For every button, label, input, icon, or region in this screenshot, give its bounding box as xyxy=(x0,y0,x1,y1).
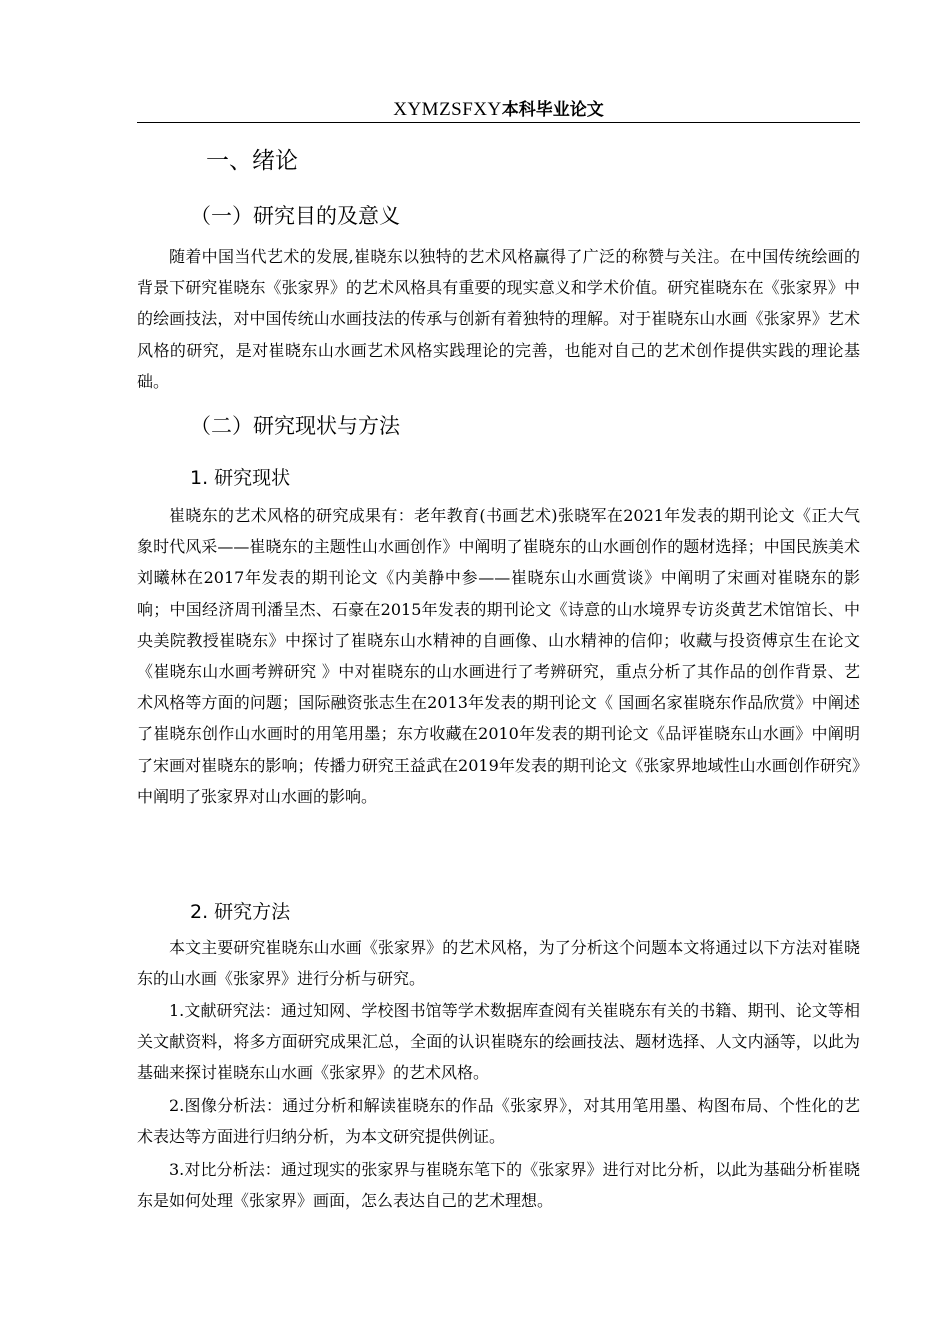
research-status-paragraph: 崔晓东的艺术风格的研究成果有：老年教育(书画艺术)张晓军在2021年发表的期刊论文《正大气象时代风采——崔晓东的主题性山水画创作》中阐明了崔晓东的山水画创作的题材选择；中国民族美术刘曦林在2017年发表的期刊论文《内美静中参——崔晓东山水画赏谈》中阐明了宋画对崔晓东的影响；中国经济周刊潘呈杰、石豪在2015年发表的期刊论文《诗意的山水境界专访炎黄艺术馆馆长、中央美院教授崔晓东》中探讨了崔晓东山水精神的自画像、山水精神的信仰；收藏与投资傅京生在论文《崔晓东山水画考辨研究 》中对崔晓东的山水画进行了考辨研究，重点分析了其作品的创作背景、艺术风格等方面的问题；国际融资张志生在2013年发表的期刊论文《 国画名家崔晓东作品欣赏》中阐述了崔晓东创作山水画时的用笔用墨；东方收藏在2010年发表的期刊论文《品评崔晓东山水画》中阐明了宋画对崔晓东的影响；传播力研究王益武在2019年发表的期刊论文《张家界地域性山水画创作研究》中阐明了张家界对山水画的影响。 xyxy=(137,506,860,806)
chapter-title: 一、绪论 xyxy=(206,148,298,174)
method1-paragraph: 1.文献研究法：通过知网、学校图书馆等学术数据库查阅有关崔晓东有关的书籍、期刊、论文等相关文献资料，将多方面研究成果汇总，全面的认识崔晓东的绘画技法、题材选择、人文内涵等，以此为基础来探讨崔晓东山水画《张家界》的艺术风格。 xyxy=(137,1001,860,1083)
subsection2-title: 2. 研究方法 xyxy=(190,901,291,923)
header-code: XYMZSFXY xyxy=(393,99,502,120)
page-header xyxy=(137,92,860,123)
method2-paragraph: 2.图像分析法：通过分析和解读崔晓东的作品《张家界》，对其用笔用墨、构图布局、个性化的艺术表达等方面进行归纳分析，为本文研究提供例证。 xyxy=(137,1096,860,1147)
subsection1-title: 1. 研究现状 xyxy=(190,467,291,489)
section2-title: （二）研究现状与方法 xyxy=(190,414,400,438)
section1-title: （一）研究目的及意义 xyxy=(190,204,400,228)
method3-paragraph: 3.对比分析法：通过现实的张家界与崔晓东笔下的《张家界》进行对比分析，以此为基础分析崔晓东是如何处理《张家界》画面，怎么表达自己的艺术理想。 xyxy=(137,1160,860,1211)
section1-paragraph: 随着中国当代艺术的发展,崔晓东以独特的艺术风格赢得了广泛的称赞与关注。在中国传统绘画的背景下研究崔晓东《张家界》的艺术风格具有重要的现实意义和学术价值。研究崔晓东在《张家界》中的绘画技法，对中国传统山水画技法的传承与创新有着独特的理解。对于崔晓东山水画《张家界》艺术风格的研究，是对崔晓东山水画艺术风格实践理论的完善，也能对自己的艺术创作提供实践的理论基础。 xyxy=(137,247,860,391)
header-subtitle: 本科毕业论文 xyxy=(501,100,604,120)
methods-intro-paragraph: 本文主要研究崔晓东山水画《张家界》的艺术风格，为了分析这个问题本文将通过以下方法对崔晓东的山水画《张家界》进行分析与研究。 xyxy=(137,938,860,989)
